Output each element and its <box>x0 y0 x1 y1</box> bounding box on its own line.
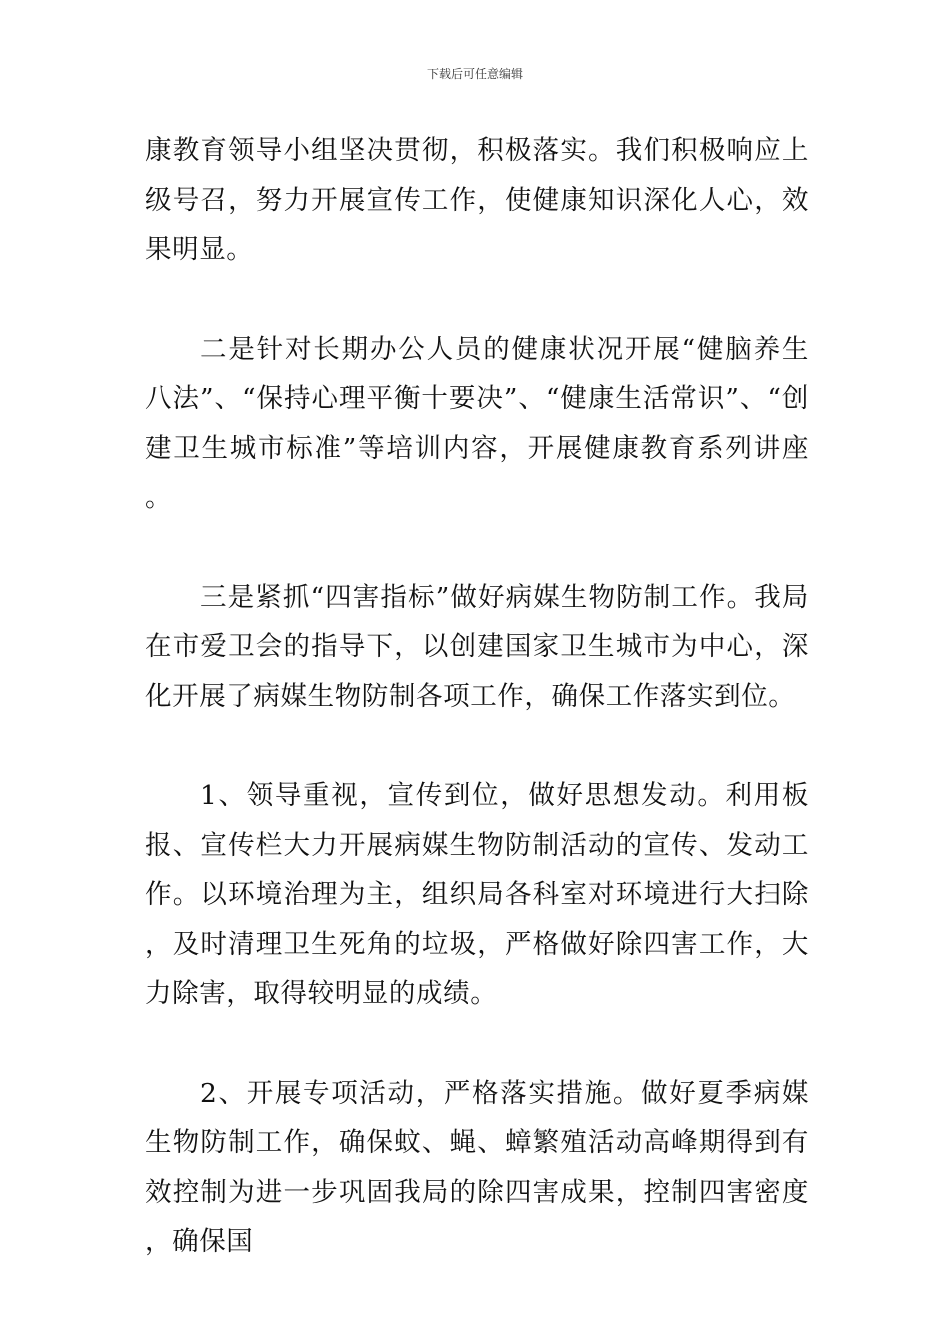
paragraph-3: 三是紧抓“四害指标”做好病媒生物防制工作。我局在市爱卫会的指导下，以创建国家卫生城市为中心，深化开展了病媒生物防制各项工作，确保工作落实到位。 <box>145 581 809 712</box>
paragraph-gap <box>145 275 809 325</box>
paragraph-5: 2、开展专项活动，严格落实措施。做好夏季病媒生物防制工作，确保蚊、蝇、蟑繁殖活动高峰期得到有效控制为进一步巩固我局的除四害成果，控制四害密度，确保国 <box>145 1077 809 1257</box>
paragraph-gap <box>145 721 809 771</box>
page-header-note: 下载后可任意编辑 <box>426 67 523 81</box>
document-body <box>145 126 809 1267</box>
paragraph-2: 二是针对长期办公人员的健康状况开展“健脑养生八法”、“保持心理平衡十要决”、“健康生活常识”、“创建卫生城市标准”等培训内容，开展健康教育系列讲座。 <box>145 333 809 513</box>
paragraph-gap <box>145 523 809 573</box>
paragraph-4: 1、领导重视，宣传到位，做好思想发动。利用板报、宣传栏大力开展病媒生物防制活动的宣传、发动工作。以环境治理为主，组织局各科室对环境进行大扫除，及时清理卫生死角的垃圾，严格做好除四害工作，大力除害，取得较明显的成绩。 <box>145 780 809 1009</box>
paragraph-gap <box>145 1019 809 1069</box>
paragraph-1: 康教育领导小组坚决贯彻，积极落实。我们积极响应上级号召，努力开展宣传工作，使健康知识深化人心，效果明显。 <box>145 135 809 265</box>
